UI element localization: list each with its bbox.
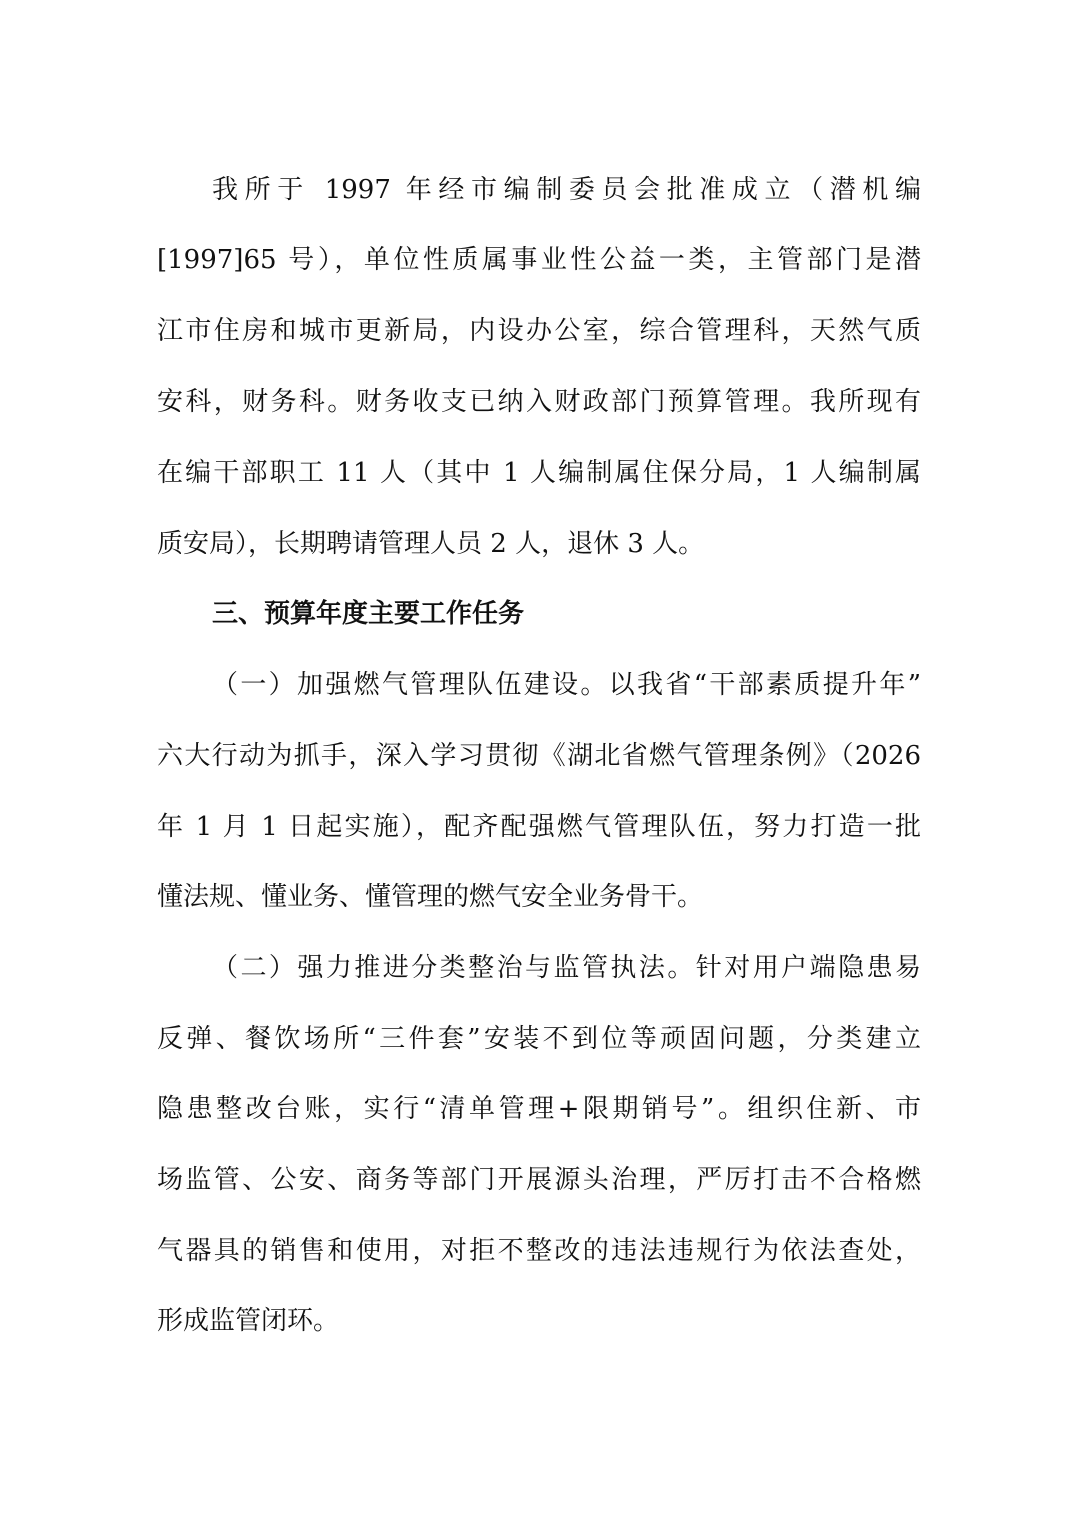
paragraph-intro-line-2: [1997]65 号），单位性质属事业性公益一类，主管部门是潜 [157,245,921,275]
paragraph-two-line-1: （二）强力推进分类整治与监管执法。针对用户端隐患易 [212,953,921,983]
section-heading: 三、预算年度主要工作任务 [212,599,525,629]
paragraph-two-line-3: 隐患整改台账，实行“清单管理+限期销号”。组织住新、市 [157,1094,921,1124]
paragraph-intro-line-4: 安科，财务科。财务收支已纳入财政部门预算管理。我所现有 [157,387,921,417]
paragraph-two-line-5: 气器具的销售和使用，对拒不整改的违法违规行为依法查处， [157,1236,921,1266]
paragraph-intro-line-5: 在编干部职工 11 人（其中 1 人编制属住保分局，1 人编制属 [157,458,921,488]
paragraph-one-line-1: （一）加强燃气管理队伍建设。以我省“干部素质提升年” [212,670,921,700]
paragraph-one-line-3: 年 1 月 1 日起实施），配齐配强燃气管理队伍，努力打造一批 [157,812,921,842]
paragraph-intro-line-1: 我所于 1997 年经市编制委员会批准成立（潜机编 [212,175,921,205]
paragraph-two-line-2: 反弹、餐饮场所“三件套”安装不到位等顽固问题，分类建立 [157,1024,921,1054]
paragraph-intro-line-6: 质安局），长期聘请管理人员 2 人，退休 3 人。 [157,529,705,559]
paragraph-two-line-4: 场监管、公安、商务等部门开展源头治理，严厉打击不合格燃 [157,1165,921,1195]
paragraph-one-line-4: 懂法规、懂业务、懂管理的燃气安全业务骨干。 [157,882,704,912]
paragraph-intro-line-3: 江市住房和城市更新局，内设办公室，综合管理科，天然气质 [157,316,921,346]
paragraph-one-line-2: 六大行动为抓手，深入学习贯彻《湖北省燃气管理条例》（2026 [157,741,921,771]
paragraph-two-line-6: 形成监管闭环。 [157,1306,340,1336]
